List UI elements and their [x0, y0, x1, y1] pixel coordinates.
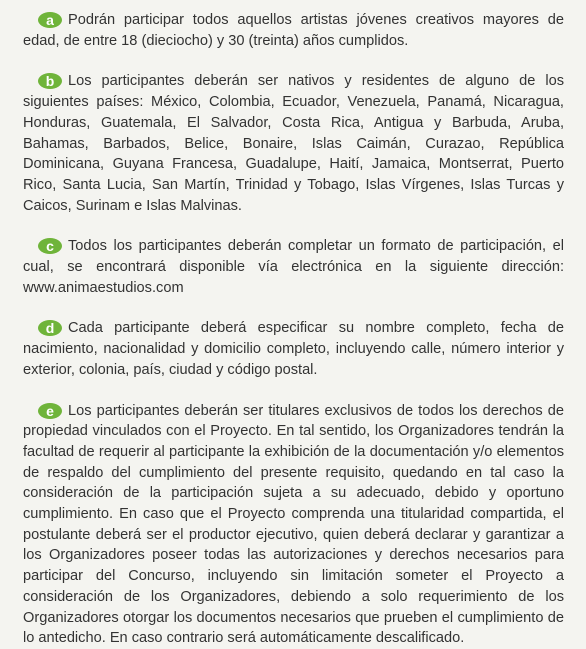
- rule-e: [23, 401, 564, 649]
- bullet-d-icon: d: [38, 320, 62, 336]
- rule-d: [23, 318, 564, 380]
- rule-b: [23, 71, 564, 216]
- rule-c-text: Todos los participantes deberán completar un formato de participación, el cual, se encontrará disponible vía electrónica en la siguiente dirección: www.animaestudios.com: [23, 238, 564, 296]
- bullet-a-icon: a: [38, 12, 62, 28]
- rule-e-text: Los participantes deberán ser titulares exclusivos de todos los derechos de propiedad vinculados con el Proyecto. En tal sentido, los Organizadores tendrán la facultad de requerir al participante la exhibición de la documentación y/o elementos de respaldo del cumplimiento del presente requisito, quedando en tal caso la consideración de la participación sujeta a su adecuado, debido y oportuno cumplimiento. En caso que el Proyecto comprenda una titularidad compartida, el postulante deberá ser el productor ejecutivo, quien deberá declarar y garantizar a los Organizadores poseer todas las autorizaciones y derechos necesarios para participar del Concurso, incluyendo sin limitación someter el Proyecto a consideración de los Organizadores, debiendo a solo requerimiento de los Organizadores otorgar los documentos necesarios que prueben el cumplimiento de lo antedicho. En caso contrario será automáticamente descalificado.: [23, 402, 564, 647]
- rule-d-text: Cada participante deberá especificar su nombre completo, fecha de nacimiento, nacionalidad y domicilio completo, incluyendo calle, número interior y exterior, colonia, país, ciudad y código postal.: [23, 320, 564, 378]
- bullet-b-icon: b: [38, 73, 62, 89]
- rule-a: [23, 10, 564, 51]
- bullet-e-icon: e: [38, 403, 62, 419]
- bullet-c-icon: c: [38, 238, 62, 254]
- rule-a-text: Podrán participar todos aquellos artistas jóvenes creativos mayores de edad, de entre 18 (dieciocho) y 30 (treinta) años cumplidos.: [23, 12, 564, 49]
- rule-c: [23, 236, 564, 298]
- rule-b-text: Los participantes deberán ser nativos y residentes de alguno de los siguientes países: México, Colombia, Ecuador, Venezuela, Panamá, Nicaragua, Honduras, Guatemala, El Salvador, Costa Rica, Antigua y Barbuda, Aruba, Bahamas, Barbados, Belice, Bonaire, Islas Caimán, Curazao, República Dominicana, Guyana Francesa, Guadalupe, Haití, Jamaica, Montserrat, Puerto Rico, Santa Lucia, San Martín, Trinidad y Tobago, Islas Vírgenes, Islas Turcas y Caicos, Surinam e Islas Malvinas.: [23, 73, 564, 214]
